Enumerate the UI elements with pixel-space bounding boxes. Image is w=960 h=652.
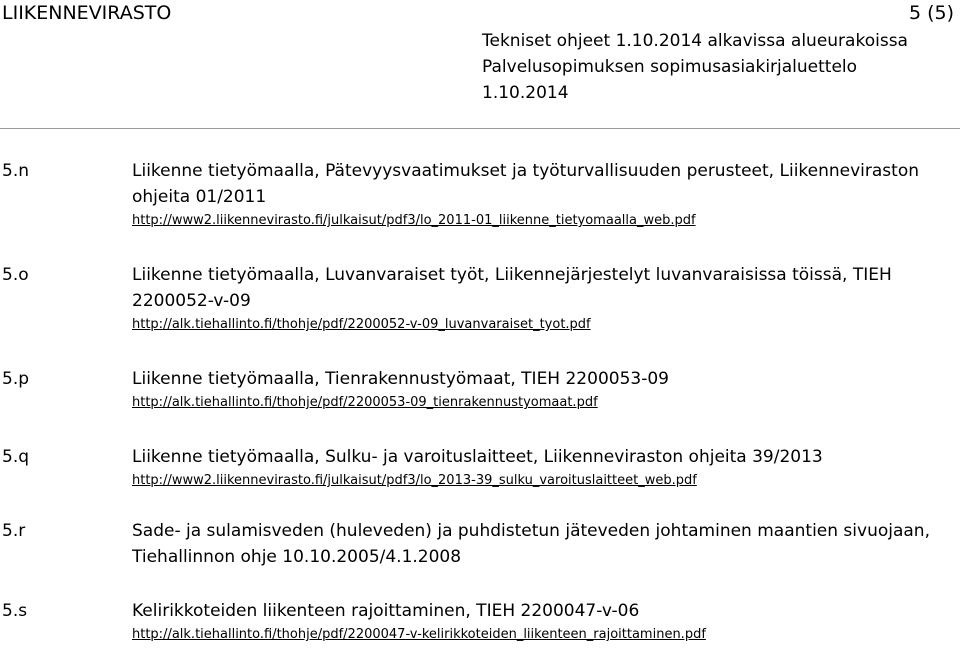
item-number: 5.p	[2, 369, 30, 389]
item-number: 5.o	[2, 265, 29, 285]
item-number: 5.n	[2, 161, 29, 181]
item-title: Liikenne tietyömaalla, Pätevyysvaatimukset ja työturvallisuuden perusteet, Liikenneviraston ohjeita 01/2011	[132, 161, 920, 207]
item-link[interactable]: http://www2.liikennevirasto.fi/julkaisut/pdf3/lo_2013-39_sulku_varoituslaitteet_web.pdf	[132, 473, 697, 488]
item-link[interactable]: http://alk.tiehallinto.fi/thohje/pdf/2200053-09_tienrakennustyomaat.pdf	[132, 395, 598, 410]
item-link[interactable]: http://alk.tiehallinto.fi/thohje/pdf/2200047-v-kelirikkoteiden_liikenteen_rajoittaminen.pdf	[132, 627, 706, 642]
item-link[interactable]: http://www2.liikennevirasto.fi/julkaisut/pdf3/lo_2011-01_liikenne_tietyomaalla_web.pdf	[132, 213, 696, 228]
document-title: Tekniset ohjeet 1.10.2014 alkavissa alueurakoissa	[482, 31, 908, 51]
page-header	[0, 0, 960, 128]
page-number: 5 (5)	[908, 2, 954, 24]
item-number: 5.q	[2, 447, 30, 467]
organization-name: LIIKENNEVIRASTO	[2, 2, 172, 24]
item-title: Liikenne tietyömaalla, Sulku- ja varoituslaitteet, Liikenneviraston ohjeita 39/2013	[132, 447, 823, 467]
header-divider	[0, 128, 960, 129]
document-subtitle: Palvelusopimuksen sopimusasiakirjaluettelo	[482, 57, 858, 77]
item-number: 5.r	[2, 521, 26, 541]
item-title: Liikenne tietyömaalla, Tienrakennustyömaat, TIEH 2200053-09	[132, 369, 669, 389]
item-title: Kelirikkoteiden liikenteen rajoittaminen, TIEH 2200047-v-06	[132, 601, 640, 621]
item-link[interactable]: http://alk.tiehallinto.fi/thohje/pdf/2200052-v-09_luvanvaraiset_tyot.pdf	[132, 317, 591, 332]
item-title: Liikenne tietyömaalla, Luvanvaraiset työt, Liikennejärjestelyt luvanvaraisissa töissä, TIEH 2200052-v-09	[132, 265, 892, 311]
document-title-block	[482, 28, 908, 106]
item-title: Sade- ja sulamisveden (huleveden) ja puhdistetun jäteveden johtaminen maantien sivuojaan, Tiehallinnon ohje 10.10.2005/4.1.2008	[132, 521, 930, 567]
document-date: 1.10.2014	[482, 83, 569, 103]
item-number: 5.s	[2, 601, 28, 621]
